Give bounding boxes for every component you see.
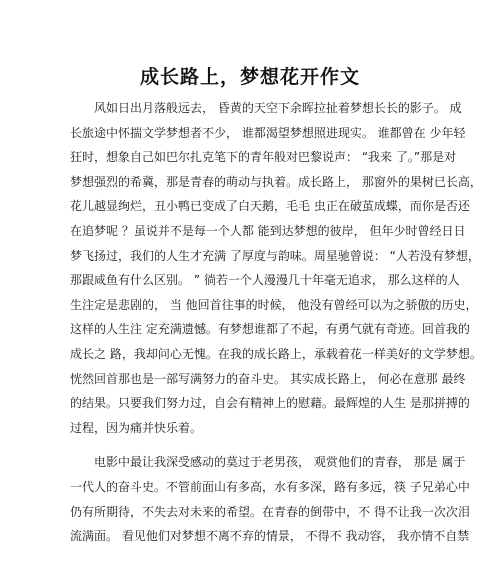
paragraph-2 [70,450,470,548]
document-body [70,96,482,549]
text-line: 过程，因为痛并快乐着。 [70,420,203,435]
text-line: 的结果。只要我们努力过，自会有精神上的慰藉。最辉煌的人生 是那拼搏的 [70,396,470,411]
paragraph-gap [70,440,432,450]
text-line: 仍有所期待，不失去对未来的希望。在青春的倒带中，不 得不让我一次次泪 [70,504,470,519]
paragraph-1 [70,96,482,440]
text-line: 一代人的奋斗史。不管前面山有多高，水有多深，路有多远，筷 子兄弟心中 [70,479,470,494]
text-line: 流满面。 看见他们对梦想不离不弃的情景， 不得不 我动容， 我亦情不自禁 [70,529,470,544]
text-line: 花儿越显绚烂，丑小鸭已变成了白天鹅，毛毛 虫正在破茧成蝶，而你是否还 [70,199,470,214]
text-line: 电影中最让我深受感动的莫过于老男孩， 观赏他们的青春， 那是 属于 [94,455,466,470]
text-line: 那跟咸鱼有什么区别。 ” 徜若一个人漫漫几十年毫无追求， 那么这样的人 [70,273,460,288]
document-title: 成长路上，梦想花开作文 [139,66,360,88]
text-line: 狂时，想象自己如巴尔扎克笔下的青年般对巴黎说声： “我来 了。”那是对 [70,150,457,165]
text-line: 生注定是悲剧的， 当 他回首往事的时候， 他没有曾经可以为之骄傲的历史， [70,297,478,312]
text-line: 梦飞扬过，我们的人生才充满 了厚度与韵味。周星驰曾说： “人若没有梦想， [70,248,480,263]
text-line: 这样的人生注 定充满遗憾。有梦想谁都了不起，有勇气就有奇迹。回首我的 [70,322,470,337]
text-line: 恍然回首那也是一部写满努力的奋斗史。 其实成长路上， 何必在意那 最终 [70,371,466,386]
text-line: 成长之 路，我却问心无愧。在我的成长路上，承载着花一样美好的文学梦想。 [70,346,482,361]
text-line: 风如日出月落般远去， 昏黄的天空下余晖拉扯着梦想长长的影子。 成 [94,101,462,115]
text-line: 梦想强烈的希冀，那是青春的萌动与执着。成长路上， 那窗外的果树已长高， [70,174,482,189]
text-line: 在追梦呢 ？虽说并不是每一个人都 能到达梦想的彼岸， 但年少时曾经日日 [70,223,466,238]
text-line: 长旅途中怀揣文学梦想者不少， 谁都渴望梦想照进现实。 谁都曾在 少年轻 [70,125,466,140]
